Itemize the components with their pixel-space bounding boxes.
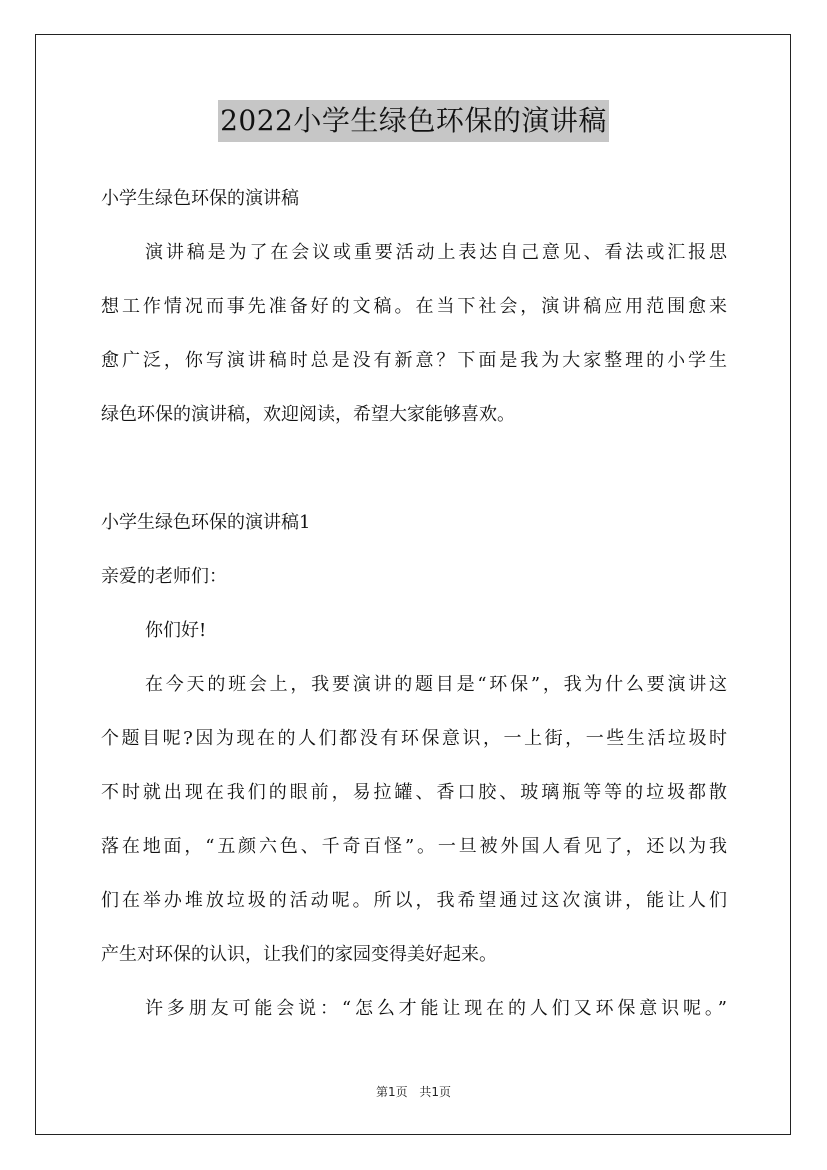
- body-line: 落在地面，“五颜六色、千奇百怪”。一旦被外国人看见了，还以为我: [101, 836, 727, 857]
- intro-line: 想工作情况而事先准备好的文稿。在当下社会，演讲稿应用范围愈来: [101, 296, 727, 317]
- body-line: 们在举办堆放垃圾的活动呢。所以，我希望通过这次演讲，能让人们: [101, 890, 727, 911]
- page-number: 第1页: [375, 1085, 408, 1099]
- body-line: 产生对环保的认识，让我们的家园变得美好起来。: [101, 944, 497, 965]
- body-line: 个题目呢?因为现在的人们都没有环保意识，一上街，一些生活垃圾时: [101, 728, 727, 749]
- total-pages: 共1页: [419, 1085, 452, 1099]
- intro-line: 愈广泛，你写演讲稿时总是没有新意？下面是我为大家整理的小学生: [101, 350, 727, 371]
- body-line: 不时就出现在我们的眼前，易拉罐、香口胶、玻璃瓶等等的垃圾都散: [101, 782, 727, 803]
- closing-line: 许多朋友可能会说：“怎么才能让现在的人们又环保意识呢。”: [145, 998, 727, 1019]
- title-container: [0, 100, 827, 142]
- intro-line: 演讲稿是为了在会议或重要活动上表达自己意见、看法或汇报思: [145, 242, 727, 263]
- salutation: 亲爱的老师们：: [101, 566, 227, 587]
- document-title: 2022小学生绿色环保的演讲稿: [218, 100, 609, 142]
- document-subtitle: 小学生绿色环保的演讲稿: [101, 188, 299, 209]
- document-body: [101, 172, 727, 1036]
- paragraph-gap: [101, 442, 727, 496]
- page-footer: [0, 1083, 827, 1100]
- greeting: 你们好!: [145, 620, 207, 641]
- section-heading: 小学生绿色环保的演讲稿1: [101, 512, 311, 533]
- body-line: 在今天的班会上，我要演讲的题目是“环保”，我为什么要演讲这: [145, 674, 727, 695]
- intro-line: 绿色环保的演讲稿，欢迎阅读，希望大家能够喜欢。: [101, 404, 515, 425]
